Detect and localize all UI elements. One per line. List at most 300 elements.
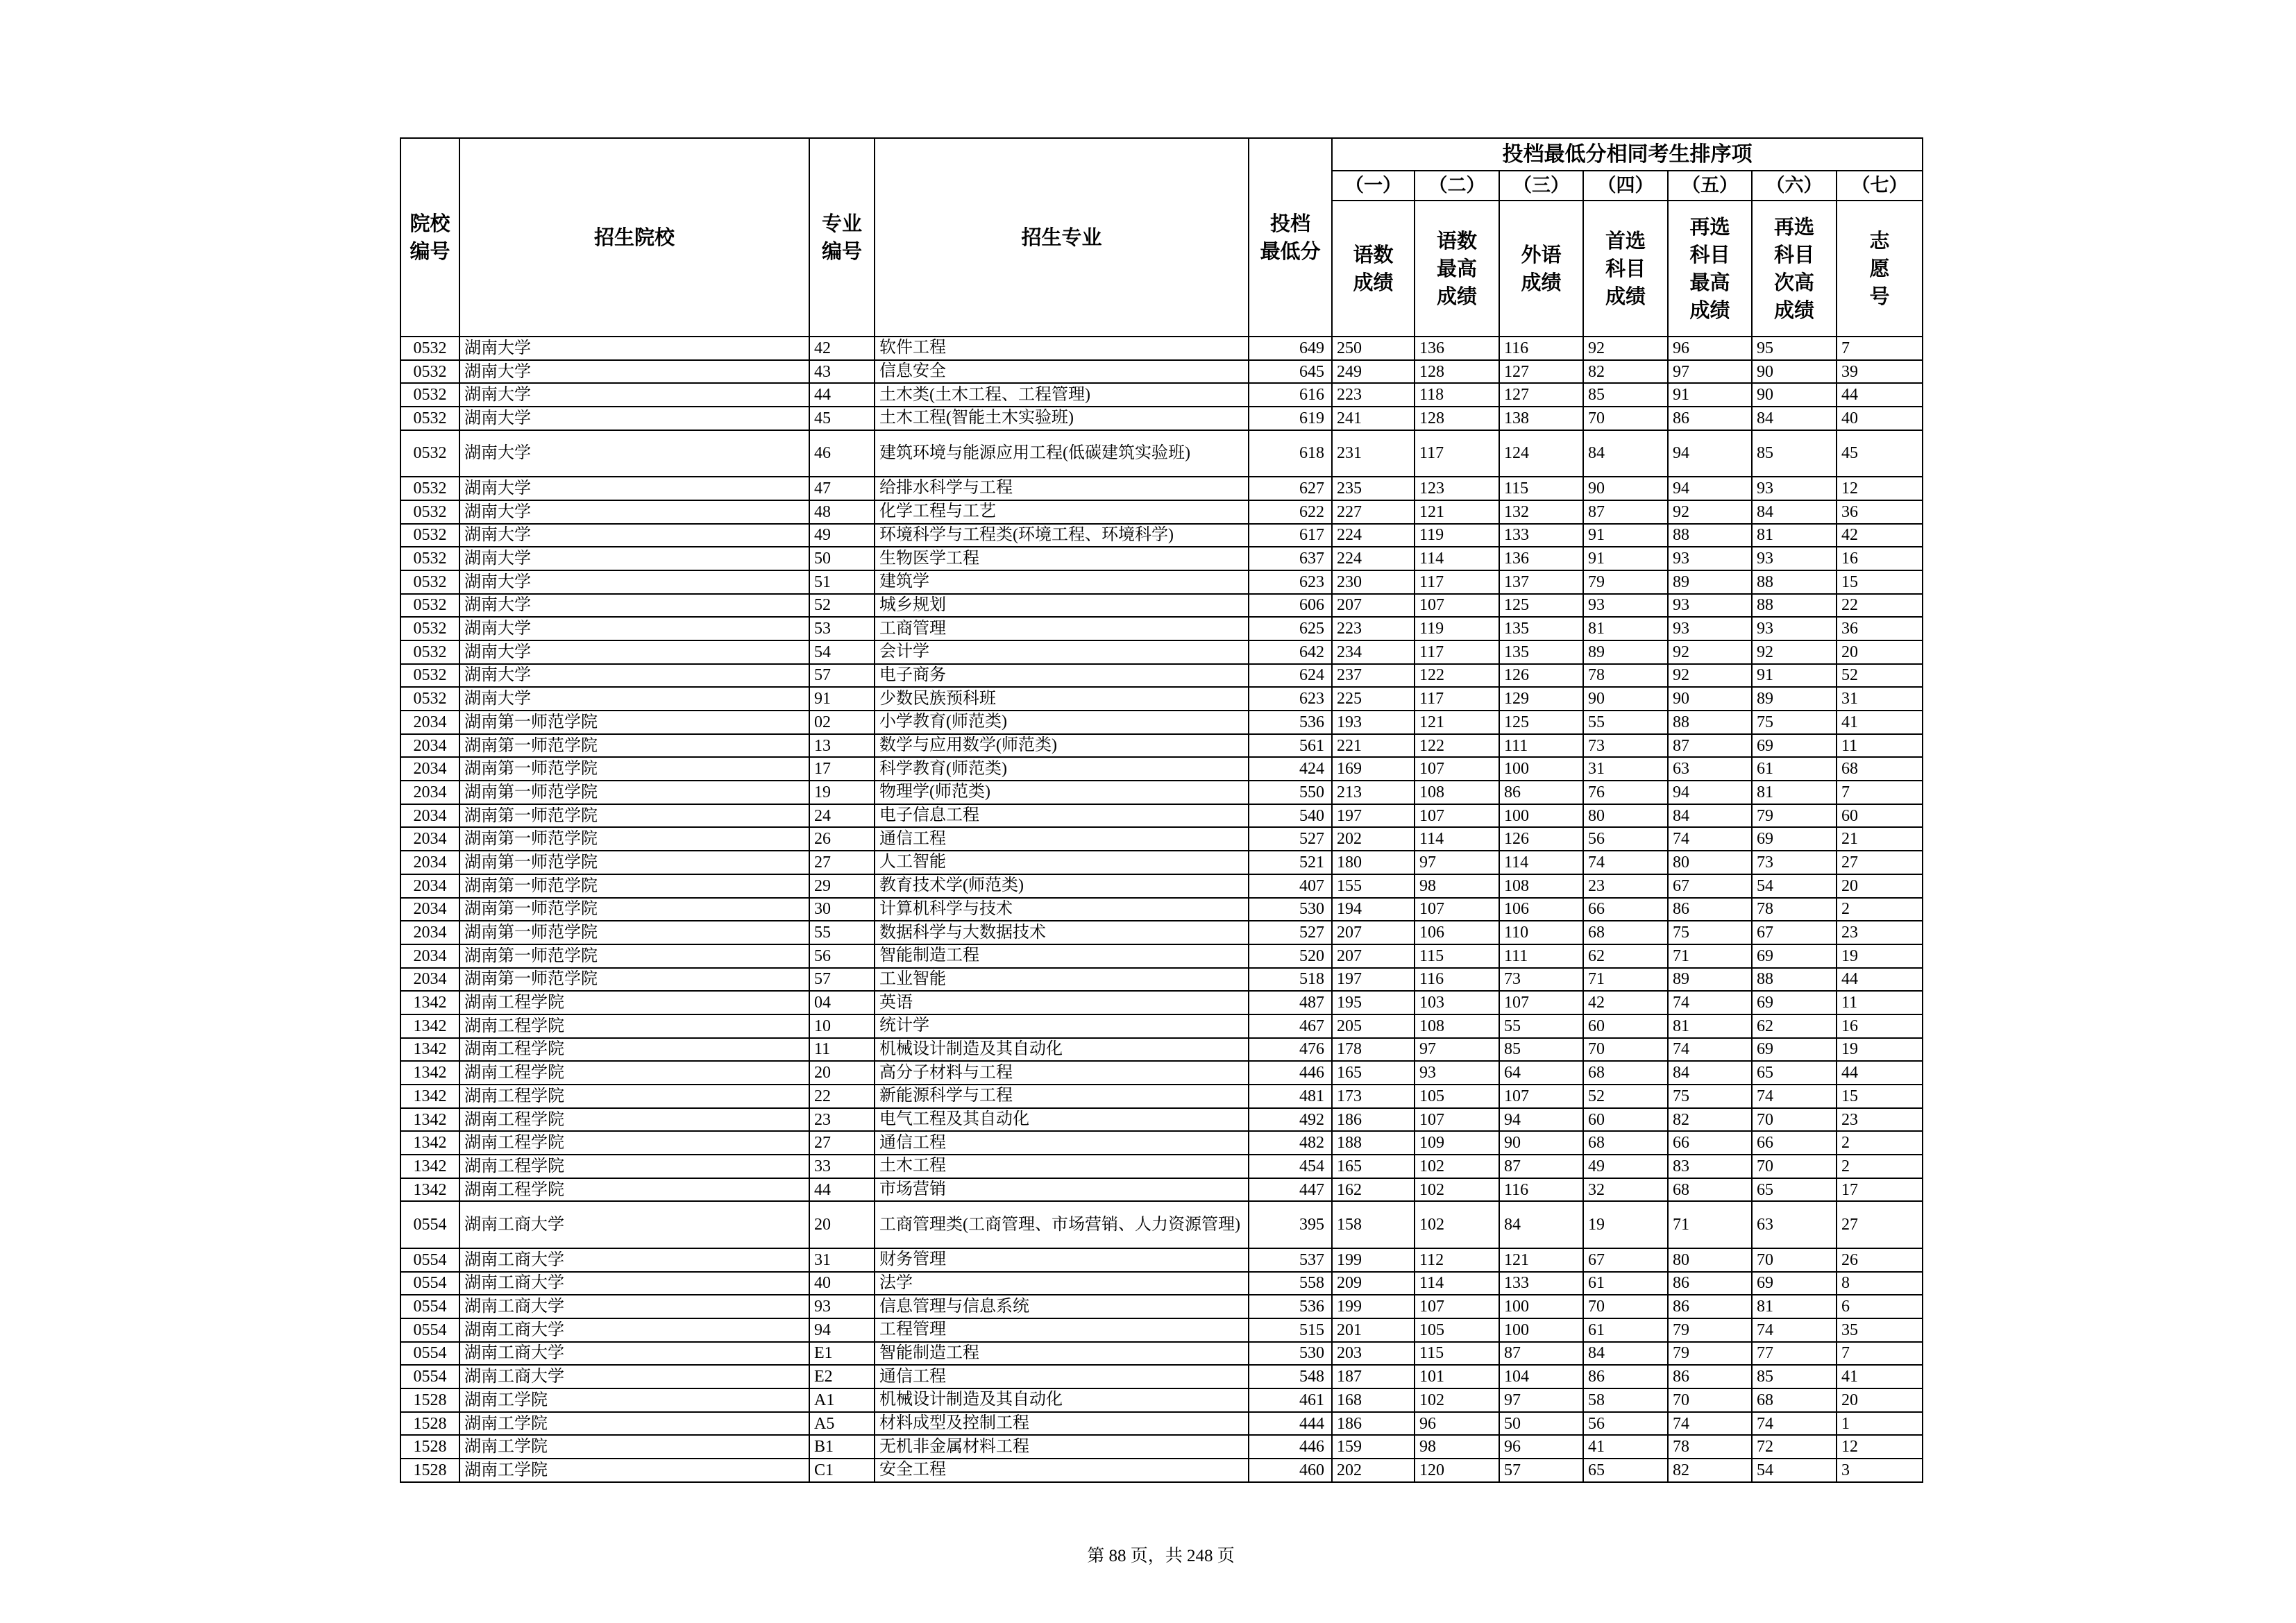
min-score-cell: 447 [1249,1178,1332,1202]
reselect-max-score-cell: 97 [1668,360,1752,384]
first-subject-score-cell: 56 [1583,827,1668,851]
reselect-max-score-cell: 79 [1668,1342,1752,1366]
chinese-math-max-score-cell: 102 [1415,1178,1499,1202]
major-code-cell: 02 [809,711,875,734]
foreign-language-score-cell: 85 [1499,1038,1583,1062]
major-code-cell: 44 [809,1178,875,1202]
major-code-cell: 11 [809,1038,875,1062]
major-name-cell: 软件工程 [875,337,1249,360]
table-row [400,594,1923,618]
first-subject-score-cell: 93 [1583,594,1668,618]
foreign-language-score-cell: 135 [1499,640,1583,664]
preference-number-cell: 36 [1837,617,1923,640]
chinese-math-max-score-cell: 97 [1415,851,1499,874]
reselect-max-score-cell: 74 [1668,827,1752,851]
major-code-cell: B1 [809,1435,875,1459]
first-subject-score-cell: 58 [1583,1388,1668,1412]
first-subject-score-cell: 70 [1583,407,1668,430]
chinese-math-max-score-cell: 119 [1415,617,1499,640]
school-code-cell: 1342 [400,1178,459,1202]
chinese-math-score-cell: 178 [1332,1038,1415,1062]
chinese-math-max-score-cell: 121 [1415,500,1499,524]
preference-number-cell: 16 [1837,547,1923,570]
reselect-second-score-cell: 93 [1752,547,1837,570]
min-score-cell: 530 [1249,898,1332,921]
reselect-max-score-cell: 74 [1668,991,1752,1014]
major-code-cell: 30 [809,898,875,921]
major-name-cell: 财务管理 [875,1248,1249,1272]
table-row [400,360,1923,384]
school-code-cell: 0532 [400,430,459,477]
reselect-second-score-header: 再选 科目 次高 成绩 [1752,201,1837,337]
chinese-math-max-score-cell: 136 [1415,337,1499,360]
foreign-language-score-cell: 124 [1499,430,1583,477]
reselect-max-score-cell: 83 [1668,1155,1752,1178]
min-score-cell: 454 [1249,1155,1332,1178]
table-row [400,734,1923,758]
first-subject-score-cell: 65 [1583,1459,1668,1482]
table-row [400,1201,1923,1248]
table-row [400,1178,1923,1202]
school-name-cell: 湖南工商大学 [459,1201,809,1248]
school-name-cell: 湖南工学院 [459,1459,809,1482]
school-name-cell: 湖南工程学院 [459,1108,809,1132]
school-code-cell: 0554 [400,1201,459,1248]
min-score-cell: 645 [1249,360,1332,384]
first-subject-score-cell: 80 [1583,804,1668,828]
reselect-max-score-cell: 86 [1668,407,1752,430]
major-code-cell: 04 [809,991,875,1014]
first-subject-score-cell: 79 [1583,570,1668,594]
chinese-math-score-cell: 202 [1332,827,1415,851]
first-subject-score-cell: 23 [1583,874,1668,898]
reselect-max-score-cell: 86 [1668,1295,1752,1318]
major-name-cell: 智能制造工程 [875,1342,1249,1366]
reselect-second-score-cell: 70 [1752,1108,1837,1132]
major-name-cell: 电子信息工程 [875,804,1249,828]
order-number-3-header: （三） [1499,171,1583,201]
chinese-math-score-cell: 209 [1332,1272,1415,1295]
chinese-math-score-cell: 234 [1332,640,1415,664]
school-name-cell: 湖南大学 [459,640,809,664]
foreign-language-score-cell: 126 [1499,664,1583,688]
foreign-language-score-cell: 114 [1499,851,1583,874]
min-score-cell: 521 [1249,851,1332,874]
foreign-language-score-cell: 108 [1499,874,1583,898]
table-row [400,827,1923,851]
chinese-math-max-score-cell: 102 [1415,1388,1499,1412]
reselect-max-score-cell: 66 [1668,1131,1752,1155]
school-name-cell: 湖南工程学院 [459,1155,809,1178]
reselect-second-score-cell: 67 [1752,921,1837,944]
school-name-cell: 湖南工程学院 [459,1131,809,1155]
admission-score-table [400,137,1923,1483]
min-score-cell: 625 [1249,617,1332,640]
school-name-cell: 湖南第一师范学院 [459,874,809,898]
min-score-cell: 515 [1249,1318,1332,1342]
preference-number-cell: 11 [1837,991,1923,1014]
school-name-cell: 湖南工程学院 [459,1085,809,1108]
min-score-cell: 627 [1249,477,1332,500]
major-code-cell: 46 [809,430,875,477]
school-name-cell: 湖南大学 [459,337,809,360]
table-row [400,968,1923,992]
major-code-cell: 55 [809,921,875,944]
reselect-second-score-cell: 93 [1752,477,1837,500]
preference-number-cell: 45 [1837,430,1923,477]
chinese-math-max-score-cell: 107 [1415,898,1499,921]
school-name-cell: 湖南工学院 [459,1435,809,1459]
school-name-cell: 湖南工商大学 [459,1295,809,1318]
preference-number-cell: 7 [1837,1342,1923,1366]
preference-number-cell: 19 [1837,944,1923,968]
school-name-cell: 湖南工学院 [459,1388,809,1412]
reselect-second-score-cell: 70 [1752,1248,1837,1272]
major-name-cell: 会计学 [875,640,1249,664]
chinese-math-max-score-cell: 93 [1415,1061,1499,1085]
school-name-cell: 湖南第一师范学院 [459,921,809,944]
school-code-cell: 0554 [400,1295,459,1318]
school-name-cell: 湖南大学 [459,664,809,688]
table-row [400,1038,1923,1062]
chinese-math-score-cell: 173 [1332,1085,1415,1108]
reselect-max-score-cell: 75 [1668,1085,1752,1108]
school-name-cell: 湖南大学 [459,687,809,711]
first-subject-score-cell: 87 [1583,500,1668,524]
table-row [400,1272,1923,1295]
first-subject-score-cell: 76 [1583,781,1668,804]
table-row [400,1155,1923,1178]
preference-number-cell: 12 [1837,477,1923,500]
chinese-math-max-score-cell: 102 [1415,1155,1499,1178]
foreign-language-score-cell: 90 [1499,1131,1583,1155]
school-name-cell: 湖南工商大学 [459,1248,809,1272]
table-row [400,547,1923,570]
school-code-cell: 0532 [400,570,459,594]
reselect-second-score-cell: 68 [1752,1388,1837,1412]
major-code-cell: 42 [809,337,875,360]
chinese-math-max-score-cell: 107 [1415,594,1499,618]
preference-number-cell: 7 [1837,781,1923,804]
school-code-cell: 2034 [400,827,459,851]
chinese-math-max-score-cell: 128 [1415,360,1499,384]
school-code-cell: 1342 [400,1038,459,1062]
table-row [400,617,1923,640]
chinese-math-max-score-cell: 118 [1415,383,1499,407]
first-subject-score-cell: 49 [1583,1155,1668,1178]
chinese-math-score-cell: 168 [1332,1388,1415,1412]
preference-number-cell: 2 [1837,1131,1923,1155]
reselect-second-score-cell: 69 [1752,1272,1837,1295]
min-score-cell: 550 [1249,781,1332,804]
min-score-header: 投档 最低分 [1249,138,1332,337]
preference-number-cell: 8 [1837,1272,1923,1295]
major-name-cell: 无机非金属材料工程 [875,1435,1249,1459]
major-name-cell: 物理学(师范类) [875,781,1249,804]
school-name-cell: 湖南大学 [459,570,809,594]
chinese-math-max-score-cell: 97 [1415,1038,1499,1062]
major-code-cell: 23 [809,1108,875,1132]
preference-number-cell: 17 [1837,1178,1923,1202]
first-subject-score-cell: 89 [1583,640,1668,664]
school-code-cell: 2034 [400,921,459,944]
school-name-cell: 湖南第一师范学院 [459,968,809,992]
chinese-math-score-cell: 231 [1332,430,1415,477]
reselect-second-score-cell: 85 [1752,1365,1837,1388]
reselect-max-score-cell: 90 [1668,687,1752,711]
preference-number-cell: 7 [1837,337,1923,360]
preference-number-cell: 21 [1837,827,1923,851]
foreign-language-score-cell: 127 [1499,383,1583,407]
table-row [400,687,1923,711]
reselect-max-score-cell: 68 [1668,1178,1752,1202]
chinese-math-score-cell: 193 [1332,711,1415,734]
preference-number-cell: 26 [1837,1248,1923,1272]
reselect-max-score-cell: 80 [1668,851,1752,874]
school-code-cell: 1342 [400,1131,459,1155]
chinese-math-max-score-cell: 117 [1415,640,1499,664]
reselect-max-score-cell: 63 [1668,757,1752,781]
first-subject-score-cell: 61 [1583,1318,1668,1342]
chinese-math-max-score-cell: 122 [1415,734,1499,758]
first-subject-score-cell: 68 [1583,921,1668,944]
min-score-cell: 623 [1249,687,1332,711]
major-name-cell: 环境科学与工程类(环境工程、环境科学) [875,524,1249,547]
table-row [400,898,1923,921]
reselect-max-score-cell: 94 [1668,781,1752,804]
min-score-cell: 624 [1249,664,1332,688]
reselect-second-score-cell: 91 [1752,664,1837,688]
major-code-cell: 24 [809,804,875,828]
table-row [400,664,1923,688]
first-subject-score-cell: 90 [1583,687,1668,711]
school-code-cell: 1342 [400,1014,459,1038]
foreign-language-score-cell: 126 [1499,827,1583,851]
major-name-cell: 法学 [875,1272,1249,1295]
foreign-language-score-cell: 136 [1499,547,1583,570]
foreign-language-score-cell: 121 [1499,1248,1583,1272]
preference-number-cell: 60 [1837,804,1923,828]
foreign-language-score-cell: 111 [1499,734,1583,758]
major-name-cell: 小学教育(师范类) [875,711,1249,734]
school-name-cell: 湖南工程学院 [459,1038,809,1062]
school-name-cell: 湖南大学 [459,383,809,407]
chinese-math-max-score-cell: 109 [1415,1131,1499,1155]
chinese-math-max-score-cell: 117 [1415,430,1499,477]
school-code-cell: 0554 [400,1365,459,1388]
min-score-cell: 444 [1249,1412,1332,1436]
reselect-max-score-cell: 93 [1668,594,1752,618]
major-name-cell: 信息安全 [875,360,1249,384]
school-code-cell: 1528 [400,1459,459,1482]
table-row [400,1061,1923,1085]
reselect-max-score-cell: 70 [1668,1388,1752,1412]
table-row [400,804,1923,828]
first-subject-score-cell: 90 [1583,477,1668,500]
chinese-math-max-score-cell: 117 [1415,687,1499,711]
preference-number-cell: 44 [1837,383,1923,407]
reselect-second-score-cell: 84 [1752,407,1837,430]
reselect-max-score-cell: 88 [1668,524,1752,547]
reselect-second-score-cell: 88 [1752,594,1837,618]
reselect-second-score-cell: 62 [1752,1014,1837,1038]
chinese-math-score-cell: 249 [1332,360,1415,384]
major-name-cell: 工业智能 [875,968,1249,992]
chinese-math-score-cell: 207 [1332,921,1415,944]
major-code-cell: 19 [809,781,875,804]
reselect-second-score-cell: 54 [1752,874,1837,898]
foreign-language-score-cell: 137 [1499,570,1583,594]
major-name-cell: 信息管理与信息系统 [875,1295,1249,1318]
major-code-cell: 20 [809,1201,875,1248]
preference-number-cell: 52 [1837,664,1923,688]
min-score-cell: 642 [1249,640,1332,664]
reselect-second-score-cell: 88 [1752,968,1837,992]
school-name-cell: 湖南工学院 [459,1412,809,1436]
table-row [400,711,1923,734]
preference-number-cell: 12 [1837,1435,1923,1459]
first-subject-score-cell: 52 [1583,1085,1668,1108]
preference-number-cell: 23 [1837,1108,1923,1132]
chinese-math-max-score-cell: 96 [1415,1412,1499,1436]
preference-number-cell: 35 [1837,1318,1923,1342]
foreign-language-score-cell: 125 [1499,711,1583,734]
min-score-cell: 616 [1249,383,1332,407]
chinese-math-max-score-cell: 107 [1415,1295,1499,1318]
major-code-cell: E1 [809,1342,875,1366]
school-code-cell: 0554 [400,1342,459,1366]
min-score-cell: 446 [1249,1435,1332,1459]
chinese-math-max-score-cell: 119 [1415,524,1499,547]
chinese-math-score-cell: 186 [1332,1108,1415,1132]
foreign-language-score-cell: 100 [1499,1295,1583,1318]
foreign-language-score-cell: 87 [1499,1155,1583,1178]
foreign-language-score-cell: 94 [1499,1108,1583,1132]
min-score-cell: 395 [1249,1201,1332,1248]
table-row [400,524,1923,547]
min-score-cell: 637 [1249,547,1332,570]
table-row [400,921,1923,944]
first-subject-score-cell: 41 [1583,1435,1668,1459]
reselect-second-score-cell: 69 [1752,944,1837,968]
school-name-header: 招生院校 [459,138,809,337]
chinese-math-max-score-cell: 107 [1415,804,1499,828]
chinese-math-score-cell: 223 [1332,617,1415,640]
first-subject-score-cell: 70 [1583,1038,1668,1062]
table-row [400,407,1923,430]
sort-items-group-header: 投档最低分相同考生排序项 [1332,138,1923,171]
major-name-cell: 工程管理 [875,1318,1249,1342]
first-subject-score-cell: 32 [1583,1178,1668,1202]
chinese-math-score-cell: 197 [1332,804,1415,828]
school-code-header: 院校 编号 [400,138,459,337]
major-name-cell: 计算机科学与技术 [875,898,1249,921]
school-code-cell: 1342 [400,991,459,1014]
chinese-math-score-cell: 169 [1332,757,1415,781]
table-row [400,1342,1923,1366]
first-subject-score-cell: 55 [1583,711,1668,734]
min-score-cell: 461 [1249,1388,1332,1412]
foreign-language-score-cell: 132 [1499,500,1583,524]
reselect-second-score-cell: 73 [1752,851,1837,874]
min-score-cell: 606 [1249,594,1332,618]
min-score-cell: 618 [1249,430,1332,477]
school-name-cell: 湖南大学 [459,594,809,618]
major-code-cell: 49 [809,524,875,547]
reselect-max-score-cell: 89 [1668,570,1752,594]
reselect-second-score-cell: 89 [1752,687,1837,711]
reselect-max-score-cell: 91 [1668,383,1752,407]
table-header [400,138,1923,337]
chinese-math-max-score-cell: 128 [1415,407,1499,430]
first-subject-score-cell: 31 [1583,757,1668,781]
preference-number-cell: 44 [1837,1061,1923,1085]
major-name-cell: 机械设计制造及其自动化 [875,1388,1249,1412]
chinese-math-max-score-cell: 108 [1415,781,1499,804]
major-name-cell: 工商管理类(工商管理、市场营销、人力资源管理) [875,1201,1249,1248]
major-code-cell: 48 [809,500,875,524]
preference-number-cell: 2 [1837,1155,1923,1178]
first-subject-score-cell: 56 [1583,1412,1668,1436]
reselect-second-score-cell: 77 [1752,1342,1837,1366]
school-name-cell: 湖南大学 [459,430,809,477]
reselect-max-score-cell: 89 [1668,968,1752,992]
chinese-math-score-cell: 203 [1332,1342,1415,1366]
first-subject-score-cell: 92 [1583,337,1668,360]
first-subject-score-cell: 74 [1583,851,1668,874]
foreign-language-score-cell: 107 [1499,991,1583,1014]
chinese-math-max-score-cell: 103 [1415,991,1499,1014]
school-code-cell: 1342 [400,1085,459,1108]
reselect-max-score-cell: 84 [1668,804,1752,828]
chinese-math-max-score-cell: 114 [1415,547,1499,570]
preference-number-cell: 40 [1837,407,1923,430]
chinese-math-score-cell: 230 [1332,570,1415,594]
reselect-max-score-cell: 71 [1668,944,1752,968]
major-code-cell: 17 [809,757,875,781]
reselect-second-score-cell: 84 [1752,500,1837,524]
major-code-cell: 52 [809,594,875,618]
table-row [400,1085,1923,1108]
major-name-cell: 教育技术学(师范类) [875,874,1249,898]
major-name-cell: 数据科学与大数据技术 [875,921,1249,944]
chinese-math-max-score-header: 语数 最高 成绩 [1415,201,1499,337]
major-code-cell: E2 [809,1365,875,1388]
table-row [400,1412,1923,1436]
reselect-second-score-cell: 88 [1752,570,1837,594]
first-subject-score-cell: 60 [1583,1108,1668,1132]
reselect-second-score-cell: 81 [1752,781,1837,804]
table-row [400,781,1923,804]
preference-number-cell: 23 [1837,921,1923,944]
school-code-cell: 0532 [400,640,459,664]
chinese-math-score-cell: 188 [1332,1131,1415,1155]
major-name-cell: 机械设计制造及其自动化 [875,1038,1249,1062]
school-code-cell: 0532 [400,500,459,524]
foreign-language-score-cell: 100 [1499,1318,1583,1342]
school-name-cell: 湖南大学 [459,500,809,524]
first-subject-score-cell: 42 [1583,991,1668,1014]
reselect-second-score-cell: 69 [1752,734,1837,758]
first-subject-score-cell: 70 [1583,1295,1668,1318]
major-name-cell: 高分子材料与工程 [875,1061,1249,1085]
major-name-cell: 城乡规划 [875,594,1249,618]
page-footer: 第 88 页，共 248 页 [1087,1547,1235,1565]
chinese-math-score-cell: 199 [1332,1295,1415,1318]
foreign-language-score-cell: 64 [1499,1061,1583,1085]
first-subject-score-cell: 82 [1583,360,1668,384]
foreign-language-score-cell: 115 [1499,477,1583,500]
